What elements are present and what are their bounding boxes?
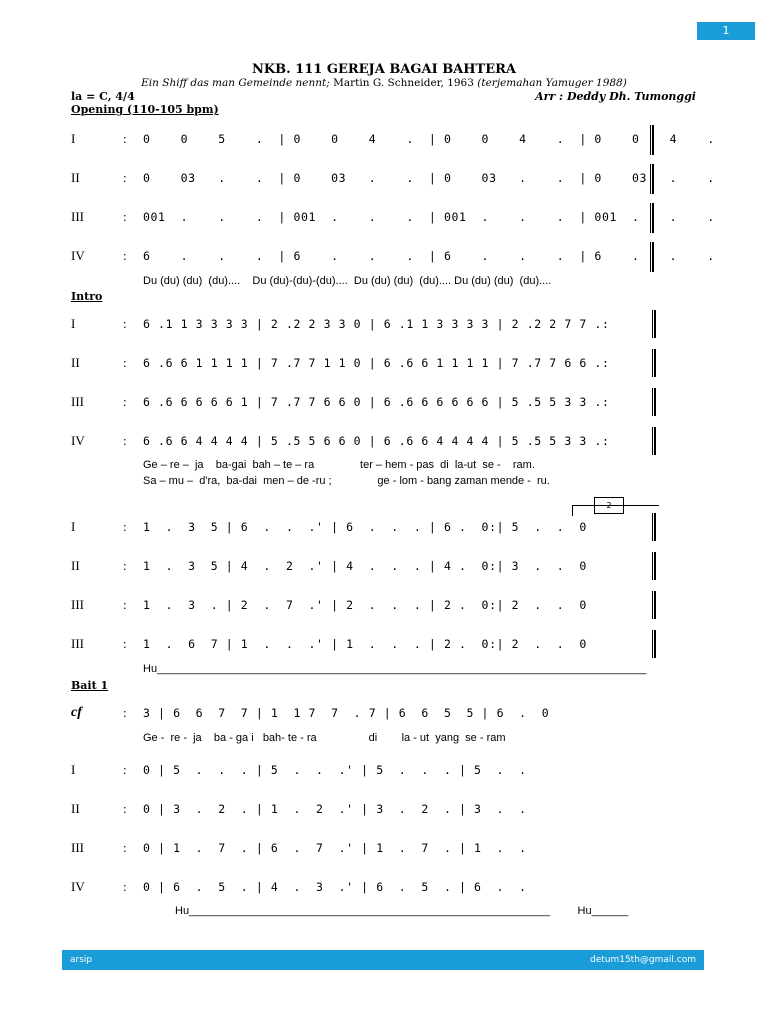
song-subtitle [0,77,768,89]
section-intro: Intro [71,290,103,303]
song-title: NKB. 111 GEREJA BAGAI BAHTERA [251,62,517,77]
voice-label: IV [71,248,85,263]
end-barline [652,552,656,580]
colon: : [123,316,127,331]
notation-row: 6 .6 6 1 1 1 1 | 7 .7 7 1 1 0 | 6 .6 6 1 1 1 1 | 7 .7 7 6 6 .: [143,356,610,370]
end-barline [652,388,656,416]
voice-label: IV [71,433,85,448]
key-signature: la = C, 4/4 [71,90,135,103]
notation-row: 6 . . . | 6 . . . | 6 . . . | 6 . . . [143,249,715,263]
end-barline [650,242,654,272]
lyrics-bait-1: Ge - re - ja ba - ga i bah- te - ra di la - ut yang se - ram [143,732,506,744]
end-barline [650,125,654,155]
colon: : [123,355,127,370]
notation-row: 3 | 6 6 7 7 | 1 1 7 7 . 7 | 6 6 5 5 | 6 . 0 [143,706,550,720]
colon: : [123,597,127,612]
end-barline [650,164,654,194]
voice-label: II [71,801,80,816]
colon: : [123,519,127,534]
footer-archive-label: arsip [70,955,93,965]
colon: : [123,558,127,573]
colon: : [123,801,127,816]
lyrics-opening: Du (du) (du) (du).... Du (du)-(du)-(du).... Du (du) (du) (du).... Du (du) (du) (du).... [143,275,552,287]
voice-label: I [71,316,76,331]
colon: : [123,170,127,185]
end-barline [652,310,656,338]
lyrics-intro-line-1: Ge – re – ja ba-gai bah – te – ra ter – hem - pas di la-ut se - ram. [143,459,535,471]
voice-label: III [71,394,84,409]
translation-credit: (terjemahan Yamuger 1988) [477,77,627,89]
colon: : [123,394,127,409]
page-number: 1 [697,22,755,40]
voice-label: II [71,355,80,370]
colon: : [123,705,127,720]
notation-row: 6 .6 6 6 6 6 1 | 7 .7 7 6 6 0 | 6 .6 6 6 6 6 6 | 5 .5 5 3 3 .: [143,395,610,409]
colon: : [123,636,127,651]
notation-row: 001 . . . | 001 . . . | 001 . . . | 001 . . . [143,210,715,224]
colon: : [123,131,127,146]
end-barline [652,630,656,658]
voice-label: II [71,558,80,573]
lyrics-intro-line-2: Sa – mu – d'ra, ba-dai men – de -ru ; ge - lom - bang zaman mende - ru. [143,475,550,487]
notation-row: 0 03 . . | 0 03 . . | 0 03 . . | 0 03 . . [143,171,715,185]
notation-row: 0 | 6 . 5 . | 4 . 3 .' | 6 . 5 . | 6 . . [143,880,527,894]
notation-row: 6 .1 1 3 3 3 3 | 2 .2 2 3 3 0 | 6 .1 1 3 3 3 3 | 2 .2 2 7 7 .: [143,317,610,331]
voice-label: III [71,636,84,651]
lyrics-hum-1: Hu________________________________________________________________________________ [143,663,647,675]
colon: : [123,879,127,894]
voice-label: IV [71,879,85,894]
end-barline [652,513,656,541]
colon: : [123,762,127,777]
notation-row: 0 | 3 . 2 . | 1 . 2 .' | 3 . 2 . | 3 . . [143,802,527,816]
colon: : [123,248,127,263]
volta-number: 2 [594,497,624,514]
section-opening: Opening (110-105 bpm) [71,103,219,116]
original-title: Ein Shiff das man Gemeinde nennt; [141,77,330,89]
end-barline [650,203,654,233]
notation-row: 6 .6 6 4 4 4 4 | 5 .5 5 6 6 0 | 6 .6 6 4 4 4 4 | 5 .5 5 3 3 .: [143,434,610,448]
notation-row: 1 . 3 5 | 6 . . .' | 6 . . . | 6 . 0:| 5 . . 0 [143,520,587,534]
colon: : [123,433,127,448]
voice-label-cf: cf [71,705,82,720]
voice-label: III [71,597,84,612]
composer: Martin G. Schneider, 1963 [329,77,478,89]
voice-label: III [71,840,84,855]
voice-label: II [71,170,80,185]
notation-row: 1 . 3 5 | 4 . 2 .' | 4 . . . | 4 . 0:| 3 . . 0 [143,559,587,573]
colon: : [123,840,127,855]
notation-row: 1 . 3 . | 2 . 7 .' | 2 . . . | 2 . 0:| 2 . . 0 [143,598,587,612]
end-barline [652,349,656,377]
voice-label: I [71,131,76,146]
section-bait-1: Bait 1 [71,679,109,692]
voice-label: I [71,519,76,534]
notation-row: 0 | 1 . 7 . | 6 . 7 .' | 1 . 7 . | 1 . . [143,841,527,855]
notation-row: 1 . 6 7 | 1 . . .' | 1 . . . | 2 . 0:| 2 . . 0 [143,637,587,651]
footer-email[interactable]: detum15th@gmail.com [589,955,696,965]
footer-bar [62,950,704,970]
end-barline [652,591,656,619]
colon: : [123,209,127,224]
notation-row: 0 | 5 . . . | 5 . . .' | 5 . . . | 5 . . [143,763,527,777]
lyrics-hum-2: Hu___________________________________________________________ Hu______ [175,905,629,917]
voice-label: I [71,762,76,777]
voice-label: III [71,209,84,224]
notation-row: 0 0 5 . | 0 0 4 . | 0 0 4 . | 0 0 4 . [143,132,715,146]
end-barline [652,427,656,455]
arranger: Arr : Deddy Dh. Tumonggi [535,90,696,103]
